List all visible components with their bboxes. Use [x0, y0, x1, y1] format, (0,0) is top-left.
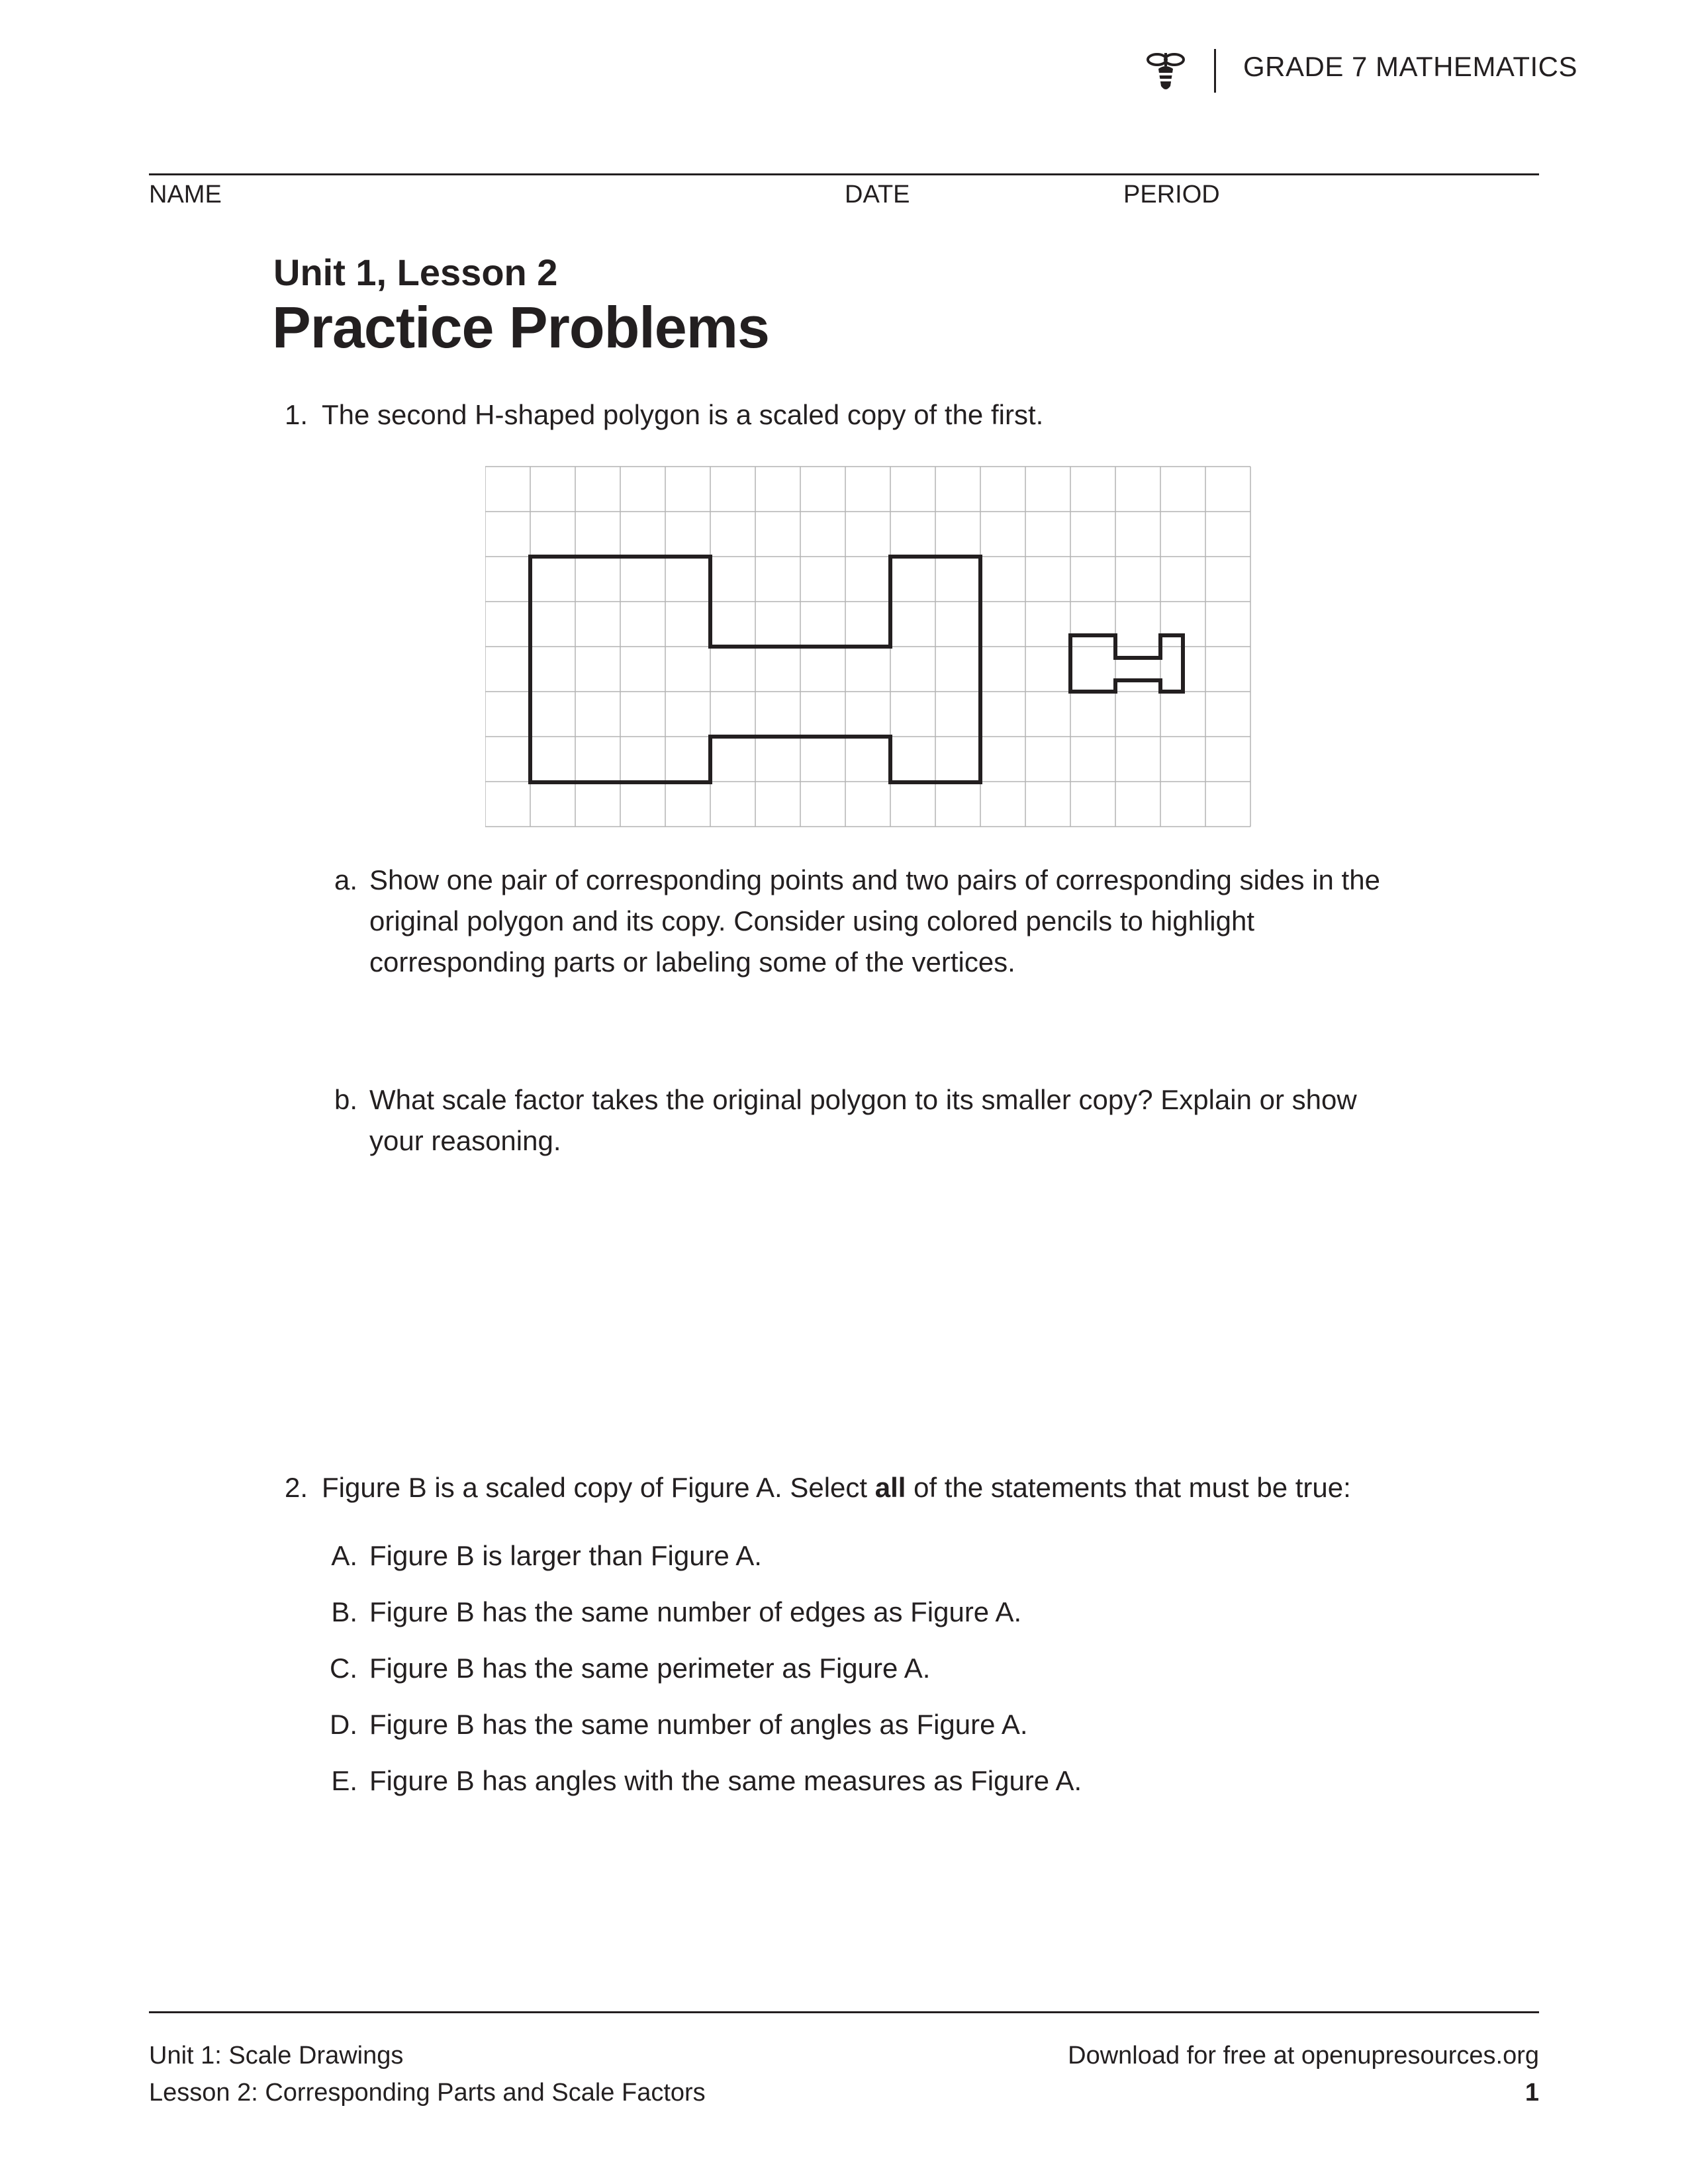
page-number: 1	[1524, 2079, 1539, 2107]
option-c-text: Figure B has the same perimeter as Figure A.	[369, 1653, 931, 1684]
name-rule	[149, 173, 1539, 175]
option-d-text: Figure B has the same number of angles as Figure A.	[369, 1709, 1028, 1740]
unit-lesson-heading: Unit 1, Lesson 2	[273, 251, 558, 293]
option-c-letter: C.	[330, 1653, 357, 1684]
part-a-text	[369, 860, 1380, 983]
problem-1-number: 1.	[284, 399, 308, 430]
option-d-letter: D.	[330, 1709, 357, 1740]
grade-label: GRADE 7 MATHEMATICS	[1243, 51, 1577, 82]
footer-unit: Unit 1: Scale Drawings	[149, 2042, 404, 2070]
scaled-copy-h-polygon	[1070, 635, 1183, 692]
problem-2-text	[322, 1467, 1351, 1508]
option-b-letter: B.	[331, 1596, 357, 1627]
problem-2-text-bold: all	[874, 1472, 906, 1503]
part-b-line: your reasoning.	[369, 1125, 561, 1156]
problem-2-text-start: Figure B is a scaled copy of Figure A. Select	[322, 1472, 875, 1503]
option-e-letter: E.	[331, 1765, 357, 1796]
part-a-letter: a.	[334, 864, 357, 895]
date-label: DATE	[845, 181, 910, 208]
bee-icon	[1144, 48, 1188, 94]
option-b-text: Figure B has the same number of edges as Figure A.	[369, 1596, 1022, 1627]
h-polygon-figure	[485, 466, 1253, 827]
name-label: NAME	[149, 181, 222, 208]
part-b-line: What scale factor takes the original polygon to its smaller copy? Explain or show	[369, 1084, 1357, 1115]
part-b-letter: b.	[334, 1084, 357, 1115]
footer-lesson: Lesson 2: Corresponding Parts and Scale Factors	[149, 2079, 706, 2107]
page-title: Practice Problems	[272, 295, 769, 360]
part-a-line: corresponding parts or labeling some of the vertices.	[369, 946, 1015, 978]
option-e-text: Figure B has angles with the same measures as Figure A.	[369, 1765, 1082, 1796]
footer-rule	[149, 2011, 1539, 2013]
header-divider	[1214, 49, 1216, 93]
part-b-text	[369, 1079, 1357, 1161]
part-a-line: Show one pair of corresponding points and two pairs of corresponding sides in the	[369, 864, 1380, 895]
period-label: PERIOD	[1123, 181, 1220, 208]
footer-download: Download for free at openupresources.org	[1068, 2042, 1539, 2070]
part-a-line: original polygon and its copy. Consider using colored pencils to highlight	[369, 905, 1255, 936]
problem-2-number: 2.	[284, 1472, 308, 1503]
option-a-letter: A.	[331, 1540, 357, 1571]
problem-1-text: The second H-shaped polygon is a scaled copy of the first.	[322, 399, 1044, 430]
problem-2-text-end: of the statements that must be true:	[906, 1472, 1351, 1503]
option-a-text: Figure B is larger than Figure A.	[369, 1540, 762, 1571]
